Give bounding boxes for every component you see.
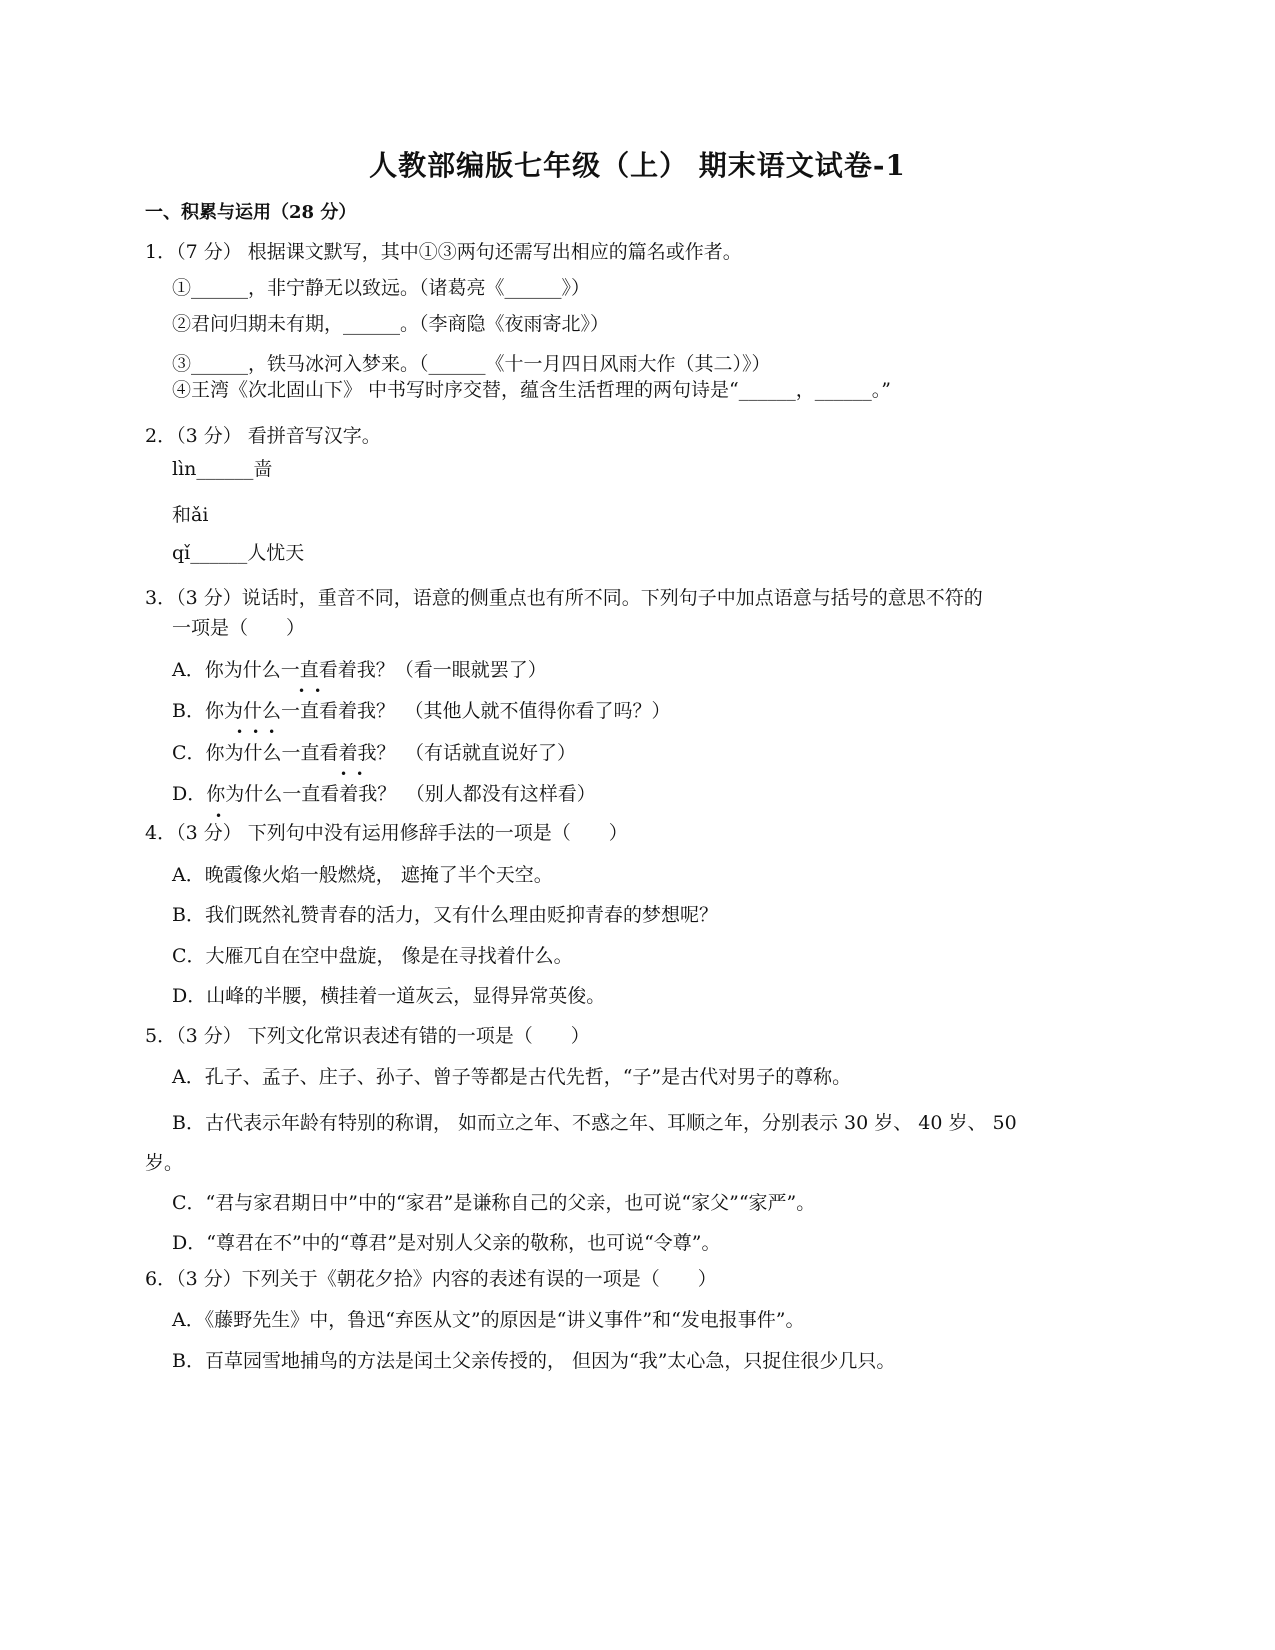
question-2-line-2: 和ǎi: [172, 504, 209, 526]
question-4-option-b: B．我们既然礼赞青春的活力，又有什么理由贬抑青春的梦想呢？: [172, 904, 718, 926]
question-1-line-4: ④王湾《次北固山下》 中书写时序交替，蕴含生活哲理的两句诗是“______，______。”: [172, 379, 891, 401]
question-6-stem: 6．（3 分）下列关于《朝花夕拾》内容的表述有误的一项是（ ）: [145, 1268, 717, 1290]
question-3-stem: 3．（3 分）说话时，重音不同，语意的侧重点也有所不同。下列句子中加点语意与括号的意思不符的: [145, 587, 983, 609]
emphasis-dots: •: [215, 809, 232, 823]
question-3-option-d: D．你为什么一直看着我？ （别人都没有这样看）: [172, 783, 596, 805]
question-1-stem: 1．（7 分） 根据课文默写，其中①③两句还需写出相应的篇名或作者。: [145, 241, 742, 263]
emphasis-dots: •••: [236, 725, 285, 739]
emphasis-dots: ••: [340, 767, 373, 781]
question-3-option-a: A．你为什么一直看着我？（看一眼就罢了）: [172, 659, 547, 681]
question-5-option-d: D．“尊君在不”中的“尊君”是对别人父亲的敬称，也可说“令尊”。: [172, 1232, 721, 1254]
page-title: 人教部编版七年级（上） 期末语文试卷-1: [369, 149, 906, 182]
question-6-option-b: B．百草园雪地捕鸟的方法是闰土父亲传授的， 但因为“我”太心急，只捉住很少几只。: [172, 1350, 896, 1372]
question-4-stem: 4．（3 分） 下列句中没有运用修辞手法的一项是（ ）: [145, 822, 628, 844]
question-2-stem: 2．（3 分） 看拼音写汉字。: [145, 425, 381, 447]
question-4-option-a: A．晚霞像火焰一般燃烧， 遮掩了半个天空。: [172, 864, 553, 886]
section-heading: 一、积累与运用（28 分）: [145, 202, 357, 223]
question-5-option-c: C．“君与家君期日中”中的“家君”是谦称自己的父亲，也可说“家父”“家严”。: [172, 1192, 816, 1214]
emphasis-dots: ••: [298, 684, 331, 698]
question-4-option-c: C．大雁兀自在空中盘旋， 像是在寻找着什么。: [172, 945, 573, 967]
question-5-stem: 5．（3 分） 下列文化常识表述有错的一项是（ ）: [145, 1025, 590, 1047]
question-2-line-1: lìn______啬: [172, 458, 273, 480]
question-3-stem-cont: 一项是（ ）: [172, 617, 306, 639]
question-1-line-1: ①______，非宁静无以致远。（诸葛亮《______》）: [172, 277, 591, 299]
question-1-line-2: ②君问归期未有期，______。（李商隐《夜雨寄北》）: [172, 313, 610, 335]
question-1-line-3: ③______，铁马冰河入梦来。（______《十一月四日风雨大作（其二）》）: [172, 353, 771, 375]
question-4-option-d: D．山峰的半腰，横挂着一道灰云，显得异常英俊。: [172, 985, 606, 1007]
question-3-option-c: C．你为什么一直看着我？ （有话就直说好了）: [172, 742, 577, 764]
question-5-option-b: B．古代表示年龄有特别的称谓， 如而立之年、不惑之年、耳顺之年，分别表示 30 岁、 40 岁、 50: [172, 1112, 1017, 1134]
question-6-option-a: A．《藤野先生》中，鲁迅“弃医从文”的原因是“讲义事件”和“发电报事件”。: [172, 1309, 805, 1331]
question-5-option-b-cont: 岁。: [145, 1152, 184, 1174]
question-5-option-a: A．孔子、孟子、庄子、孙子、曾子等都是古代先哲，“子”是古代对男子的尊称。: [172, 1066, 852, 1088]
question-2-line-3: qǐ______人忧天: [172, 542, 305, 564]
question-3-option-b: B．你为什么一直看着我？ （其他人就不值得你看了吗？）: [172, 700, 671, 722]
